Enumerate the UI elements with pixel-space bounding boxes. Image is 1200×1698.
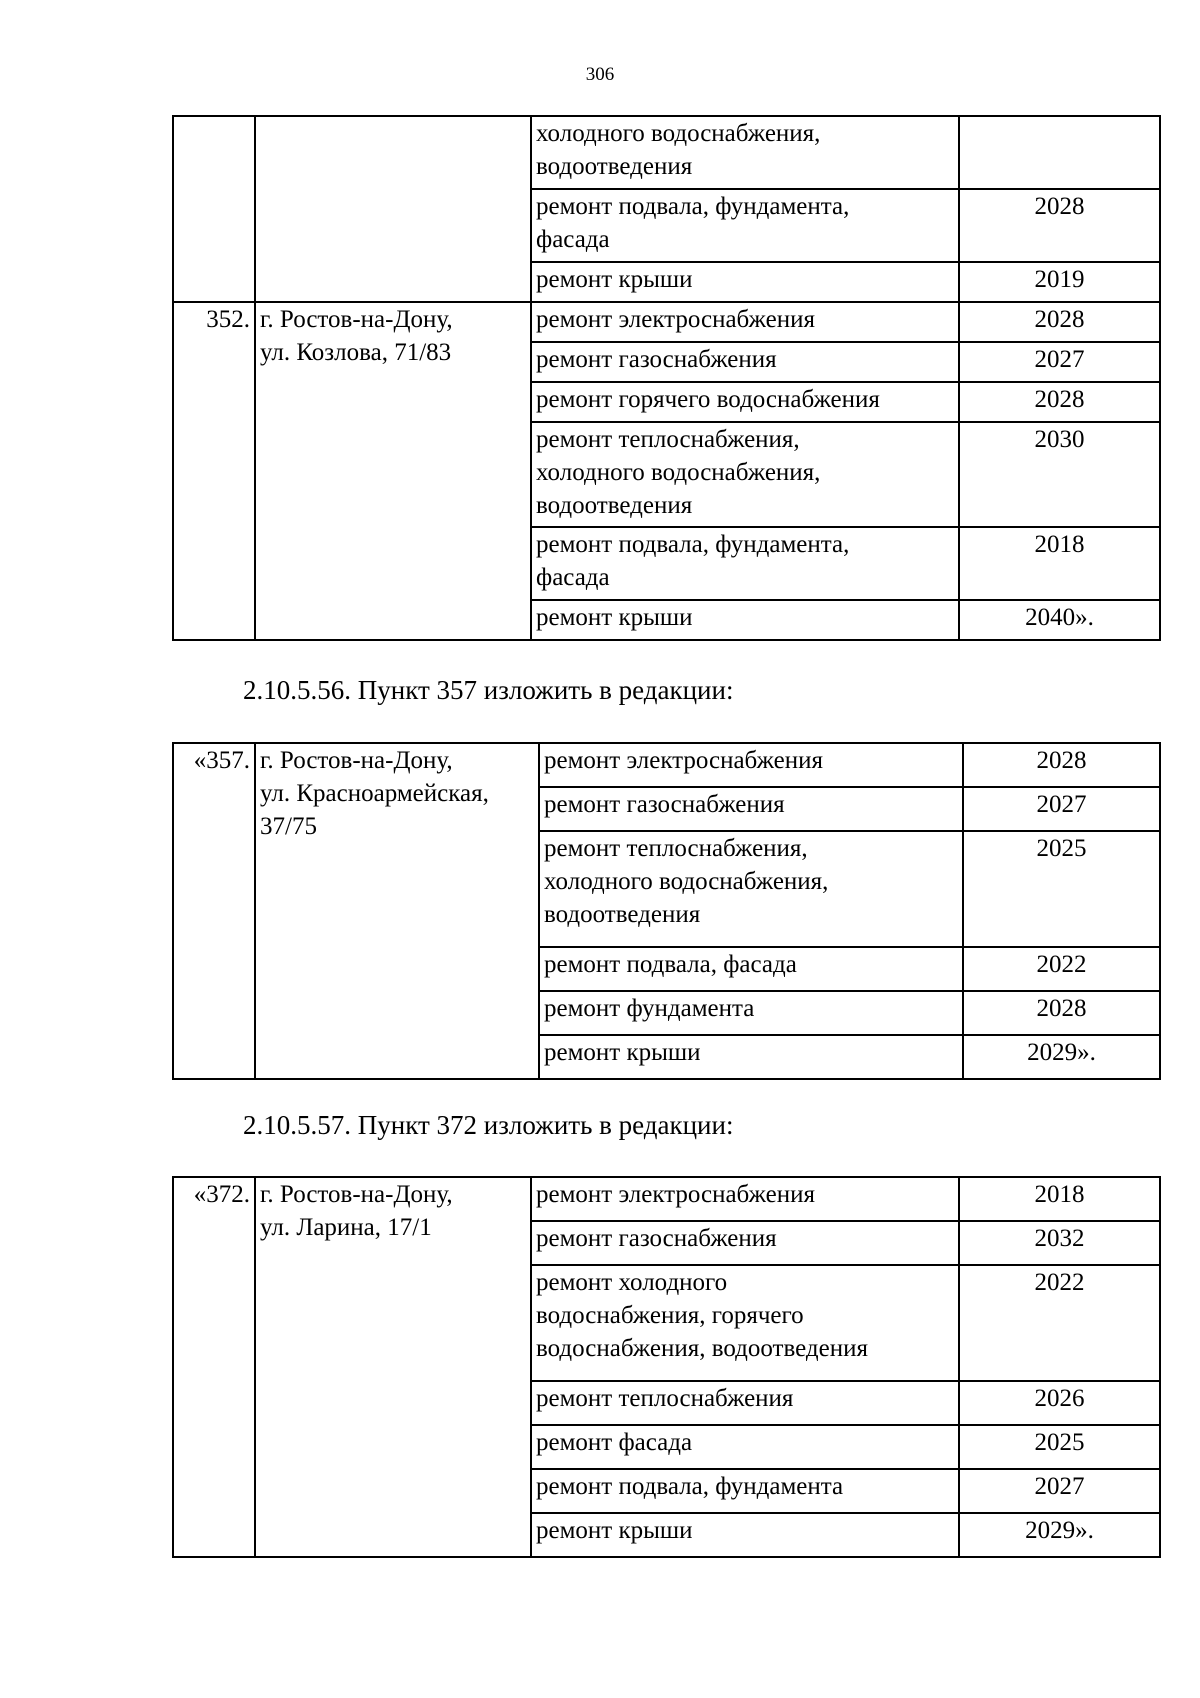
table-row [173, 1177, 1160, 1221]
empty-address-cell [255, 116, 531, 302]
work-cell: ремонт горячего водоснабжения [531, 382, 959, 422]
table-row [173, 743, 1160, 787]
year-cell: 2040». [959, 600, 1160, 640]
year-cell: 2027 [959, 1469, 1160, 1513]
item-address: г. Ростов-на-Дону, ул. Козлова, 71/83 [255, 302, 531, 640]
table-row [173, 116, 1160, 189]
paragraph-372: 2.10.5.57. Пункт 372 изложить в редакции: [243, 1110, 734, 1140]
work-cell: ремонт электроснабжения [531, 1177, 959, 1221]
work-cell: ремонт электроснабжения [531, 302, 959, 342]
work-cell: ремонт подвала, фундамента [531, 1469, 959, 1513]
work-cell: ремонт крыши [531, 262, 959, 302]
item-number: «357. [173, 743, 255, 1079]
repair-table-372 [172, 1176, 1161, 1558]
item-number: 352. [173, 302, 255, 640]
work-cell: ремонт крыши [531, 600, 959, 640]
paragraph-357: 2.10.5.56. Пункт 357 изложить в редакции: [243, 675, 734, 705]
work-cell: ремонт газоснабжения [531, 1221, 959, 1265]
year-cell: 2030 [959, 422, 1160, 527]
year-cell: 2028 [959, 382, 1160, 422]
year-cell: 2028 [963, 991, 1160, 1035]
work-cell: ремонт холодного водоснабжения, горячего водоснабжения, водоотведения [531, 1265, 959, 1381]
year-cell: 2027 [959, 342, 1160, 382]
table-row [173, 302, 1160, 342]
work-cell: ремонт газоснабжения [539, 787, 963, 831]
empty-num-cell [173, 116, 255, 302]
work-cell: ремонт фундамента [539, 991, 963, 1035]
work-cell: ремонт теплоснабжения, холодного водоснабжения, водоотведения [531, 422, 959, 527]
year-cell: 2028 [959, 302, 1160, 342]
work-cell: ремонт фасада [531, 1425, 959, 1469]
year-cell: 2025 [963, 831, 1160, 947]
work-cell: ремонт теплоснабжения, холодного водоснабжения, водоотведения [539, 831, 963, 947]
year-cell: 2032 [959, 1221, 1160, 1265]
item-number: «372. [173, 1177, 255, 1557]
year-cell: 2029». [963, 1035, 1160, 1079]
year-cell: 2029». [959, 1513, 1160, 1557]
year-cell: 2025 [959, 1425, 1160, 1469]
year-cell: 2028 [963, 743, 1160, 787]
year-cell: 2018 [959, 527, 1160, 600]
work-cell: ремонт электроснабжения [539, 743, 963, 787]
work-cell: ремонт подвала, фундамента, фасада [531, 527, 959, 600]
year-cell [959, 116, 1160, 189]
repair-table-352 [172, 115, 1161, 641]
work-cell: ремонт подвала, фундамента, фасада [531, 189, 959, 262]
work-cell: холодного водоснабжения, водоотведения [531, 116, 959, 189]
page-number: 306 [585, 64, 615, 85]
item-address: г. Ростов-на-Дону, ул. Ларина, 17/1 [255, 1177, 531, 1557]
item-address: г. Ростов-на-Дону, ул. Красноармейская, 37/75 [255, 743, 539, 1079]
year-cell: 2019 [959, 262, 1160, 302]
year-cell: 2026 [959, 1381, 1160, 1425]
work-cell: ремонт газоснабжения [531, 342, 959, 382]
work-cell: ремонт теплоснабжения [531, 1381, 959, 1425]
year-cell: 2027 [963, 787, 1160, 831]
year-cell: 2022 [959, 1265, 1160, 1381]
repair-table-357 [172, 742, 1161, 1080]
year-cell: 2022 [963, 947, 1160, 991]
work-cell: ремонт крыши [531, 1513, 959, 1557]
work-cell: ремонт крыши [539, 1035, 963, 1079]
work-cell: ремонт подвала, фасада [539, 947, 963, 991]
year-cell: 2028 [959, 189, 1160, 262]
year-cell: 2018 [959, 1177, 1160, 1221]
